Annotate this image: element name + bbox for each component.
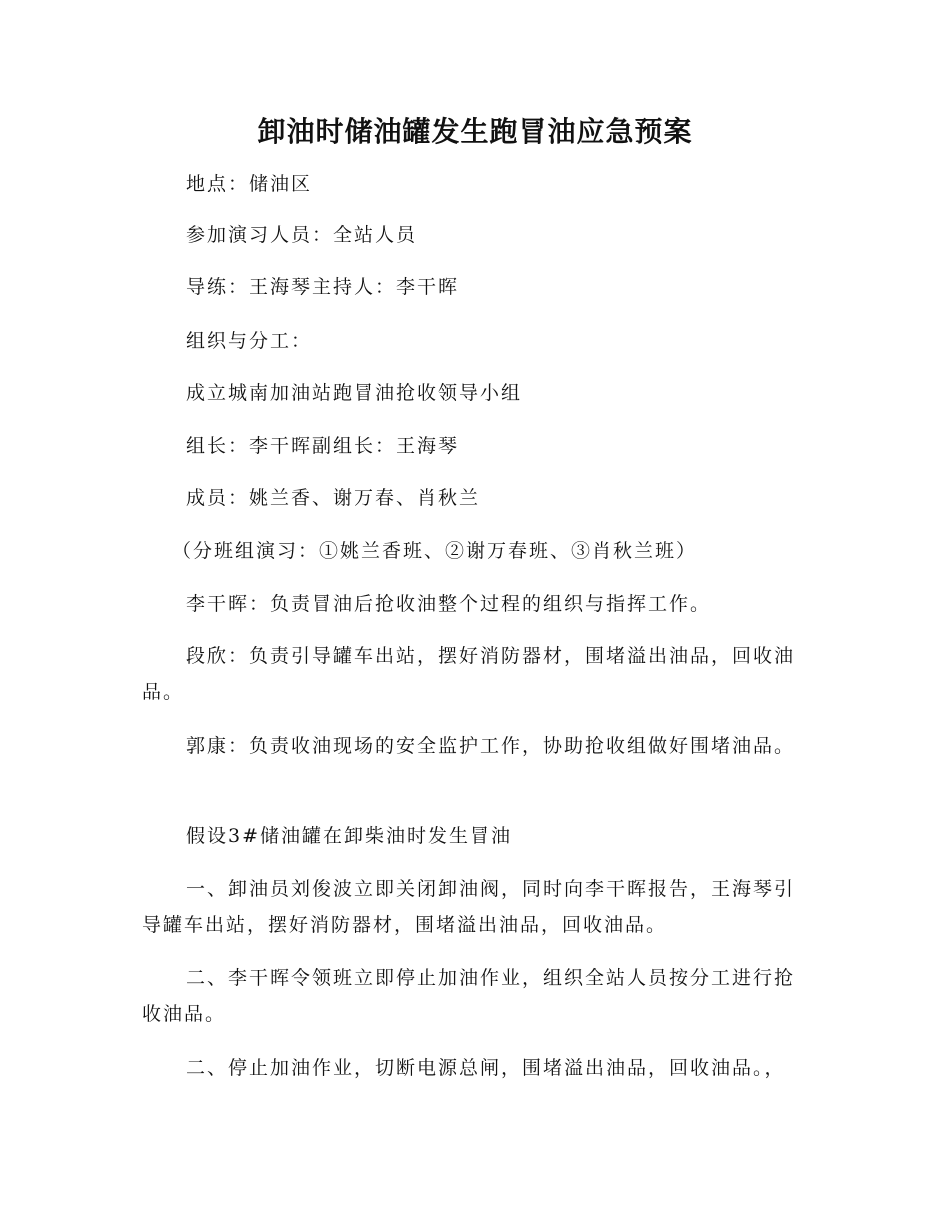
paragraph-li-ganhui-duty: 李干晖：负责冒油后抢收油整个过程的组织与指挥工作。 bbox=[186, 593, 712, 615]
paragraph-group-leader: 组长：李干晖副组长：王海琴 bbox=[186, 435, 460, 457]
paragraph-organization: 组织与分工： bbox=[186, 330, 313, 352]
paragraph-team-drill: （分班组演习：①姚兰香班、②谢万春班、③肖秋兰班） bbox=[172, 540, 698, 562]
paragraph-scenario: 假设3#储油罐在卸柴油时发生冒油 bbox=[186, 825, 513, 847]
paragraph-step-two-b: 二、停止加油作业，切断电源总闸，围堵溢出油品，回收油品。， bbox=[186, 1057, 786, 1079]
paragraph-duan-xin-duty: 段欣：负责引导罐车出站，摆好消防器材，围堵溢出油品，回收油品。 bbox=[142, 645, 796, 703]
paragraph-step-two: 二、李干晖令领班立即停止加油作业，组织全站人员按分工进行抢收油品。 bbox=[142, 967, 796, 1025]
paragraph-leading-group: 成立城南加油站跑冒油抢收领导小组 bbox=[186, 382, 523, 404]
paragraph-director: 导练：王海琴主持人：李干晖 bbox=[186, 276, 460, 298]
paragraph-members: 成员：姚兰香、谢万春、肖秋兰 bbox=[186, 487, 481, 509]
document-title: 卸油时储油罐发生跑冒油应急预案 bbox=[257, 115, 693, 148]
paragraph-step-one: 一、卸油员刘俊波立即关闭卸油阀，同时向李干晖报告，王海琴引导罐车出站，摆好消防器材，围堵溢出油品，回收油品。 bbox=[142, 878, 796, 936]
paragraph-participants: 参加演习人员：全站人员 bbox=[186, 224, 418, 246]
paragraph-guo-kang-duty: 郭康：负责收油现场的安全监护工作，协助抢收组做好围堵油品。 bbox=[186, 735, 796, 757]
paragraph-location: 地点：储油区 bbox=[186, 173, 313, 195]
